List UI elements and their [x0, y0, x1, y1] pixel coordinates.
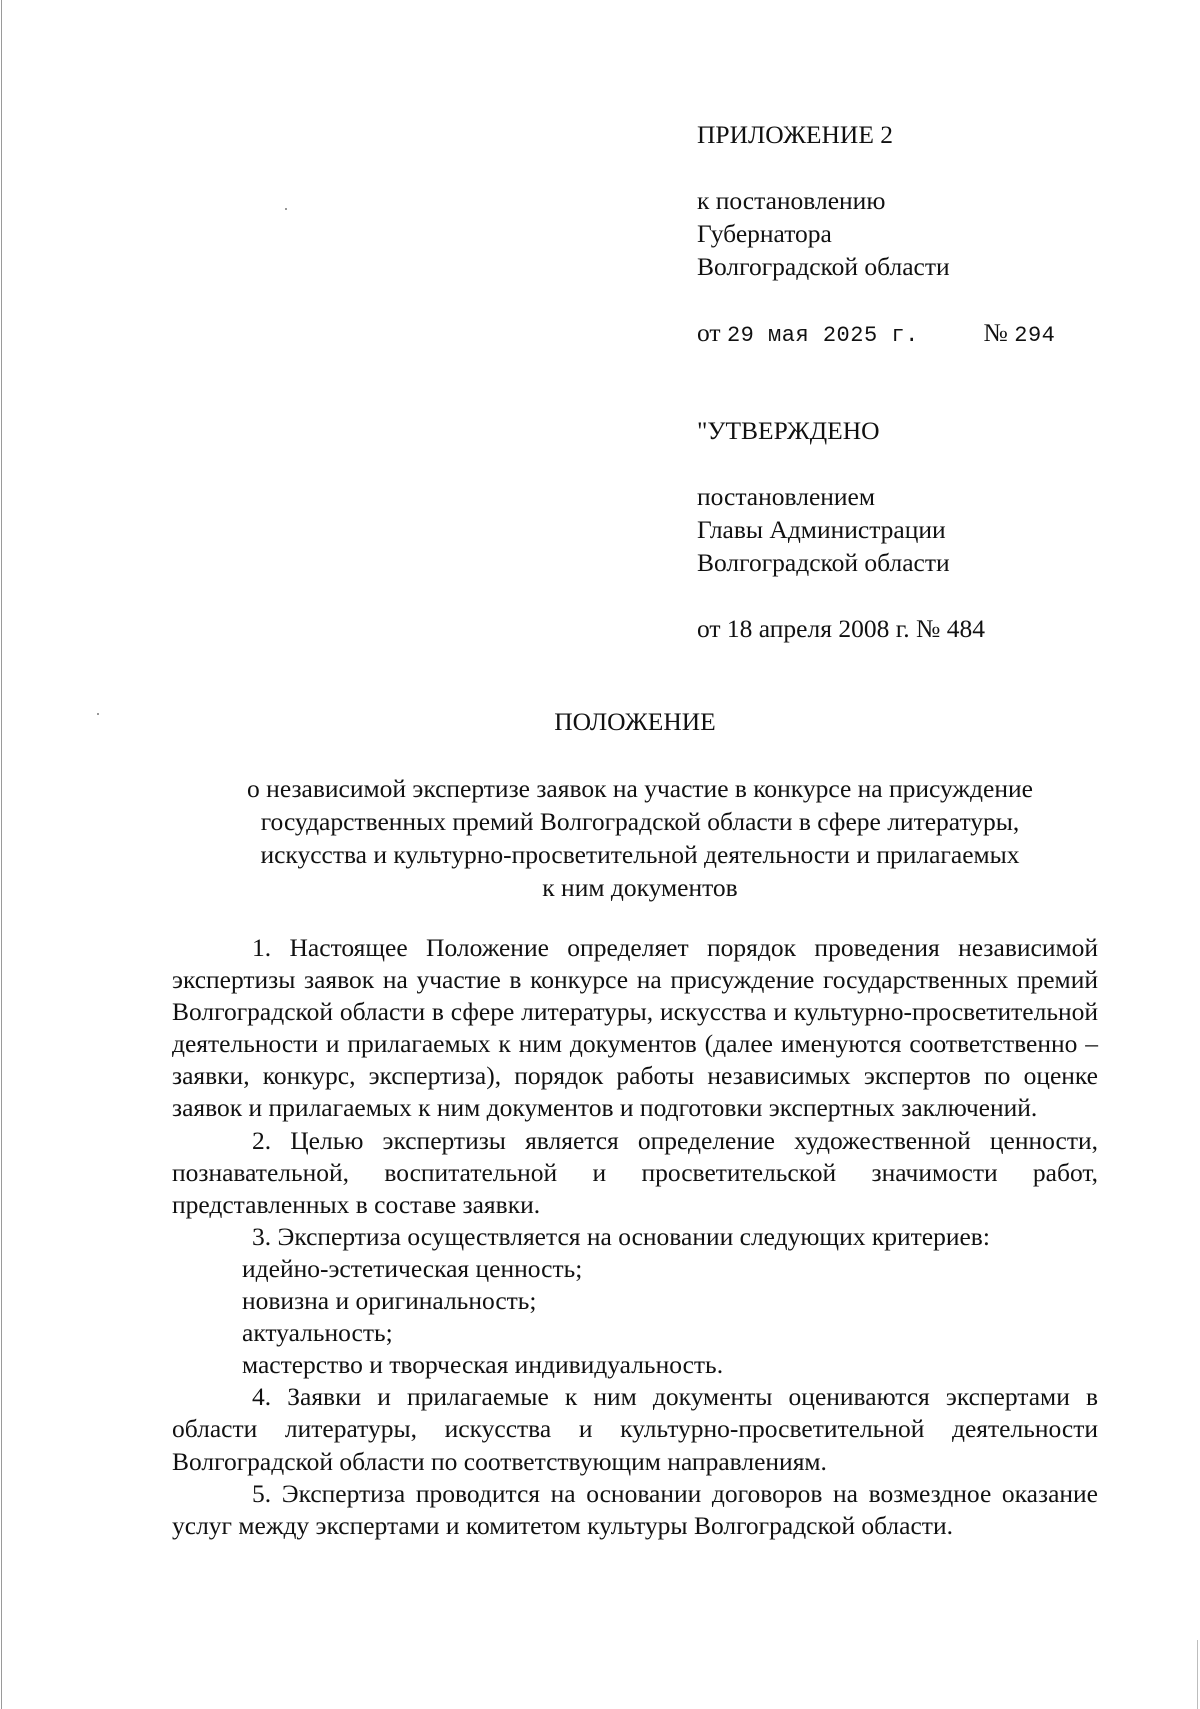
paragraph-5: 5. Экспертиза проводится на основании договоров на возмездное оказание услуг между экспертами и комитетом культуры Волгоградской области.: [172, 1478, 1098, 1540]
date-prefix: от: [697, 318, 721, 347]
paragraph-4: 4. Заявки и прилагаемые к ним документы оцениваются экспертами в области литературы, искусства и культурно-просветительной деятельности Волгоградской области по соответствующим направлениям.: [172, 1382, 1098, 1476]
paragraph-3: 3. Экспертиза осуществляется на основании следующих критериев:: [252, 1221, 990, 1251]
scan-speck: [285, 208, 287, 210]
to-decree-line: к постановлению: [697, 186, 886, 215]
approved-by-block: [697, 480, 950, 579]
decree-date: 29 мая 2025 г.: [726, 323, 919, 348]
appendix-label: ПРИЛОЖЕНИЕ 2: [697, 120, 894, 149]
to-decree-line: Губернатора: [697, 219, 832, 248]
approved-by-line: Главы Администрации: [697, 515, 946, 544]
subtitle-line: к ним документов: [542, 873, 738, 902]
paragraph-2: 2. Целью экспертизы является определение художественной ценности, познавательной, воспитательной и просветительской значимости работ, представленных в составе заявки.: [172, 1125, 1098, 1219]
criterion-item: мастерство и творческая индивидуальность.: [242, 1350, 724, 1380]
scan-edge-mark: [1197, 1640, 1198, 1709]
number-sign: №: [983, 318, 1008, 347]
criterion-item: актуальность;: [242, 1318, 393, 1348]
decree-number: 294: [1014, 323, 1056, 348]
subtitle-line: искусства и культурно-просветительной деятельности и прилагаемых: [260, 840, 1020, 869]
criterion-item: новизна и оригинальность;: [242, 1286, 537, 1316]
document-body: [172, 932, 1098, 1542]
approved-by-line: постановлением: [697, 482, 876, 511]
approved-by-line: Волгоградской области: [697, 548, 950, 577]
paragraph-1: 1. Настоящее Положение определяет порядок проведения независимой экспертизы заявок на участие в конкурсе на присуждение государственных премий Волгоградской области в сфере литературы, искусства и культурно-просветительной деятельности и прилагаемых к ним документов (далее именуются соответственно – заявки, конкурс, экспертиза), порядок работы независимых экспертов по оценке заявок и прилагаемых к ним документов и подготовки экспертных заключений.: [172, 933, 1098, 1123]
document-subtitle: [160, 772, 1120, 904]
approved-date-line: от 18 апреля 2008 г. № 484: [697, 614, 985, 643]
scan-edge-line: [1, 0, 2, 1709]
to-decree-block: [697, 184, 950, 283]
to-decree-line: Волгоградской области: [697, 252, 950, 281]
approved-label: "УТВЕРЖДЕНО: [697, 416, 880, 445]
subtitle-line: государственных премий Волгоградской области в сфере литературы,: [260, 807, 1020, 836]
criterion-item: идейно-эстетическая ценность;: [242, 1253, 583, 1283]
document-title: ПОЛОЖЕНИЕ: [554, 707, 716, 736]
decree-date-line: [697, 316, 1055, 352]
subtitle-line: о независимой экспертизе заявок на участие в конкурсе на присуждение: [247, 774, 1033, 803]
